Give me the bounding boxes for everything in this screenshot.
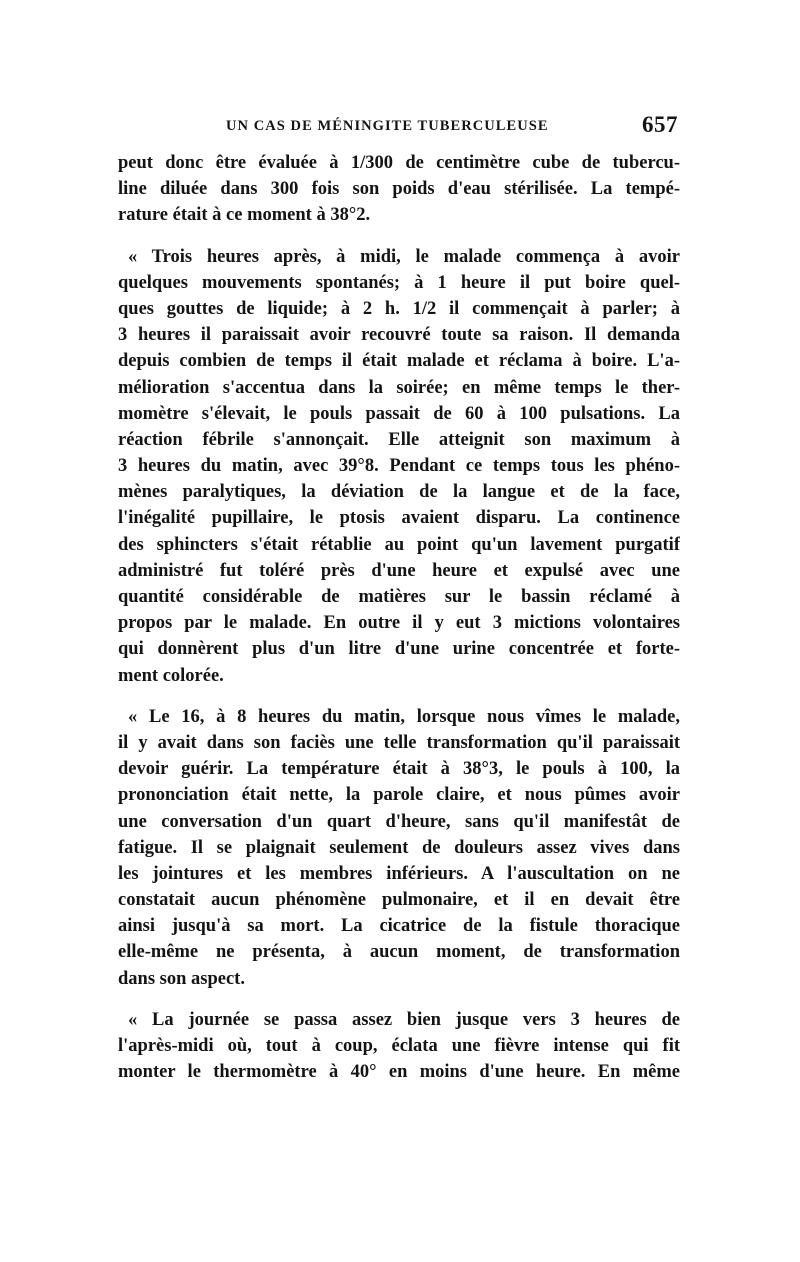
text-line: il y avait dans son faciès une telle transformation qu'il paraissait — [118, 732, 680, 753]
running-head — [118, 112, 680, 142]
text-line: 3 heures du matin, avec 39°8. Pendant ce temps tous les phéno- — [118, 456, 680, 477]
text-line: mélioration s'accentua dans la soirée; en même temps le ther- — [118, 377, 680, 398]
text-line: fatigue. Il se plaignait seulement de douleurs assez vives dans — [118, 837, 680, 858]
text-line: « Le 16, à 8 heures du matin, lorsque nous vîmes le malade, — [128, 706, 680, 727]
text-line: peut donc être évaluée à 1/300 de centimètre cube de tubercu- — [118, 153, 680, 173]
text-line: les jointures et les membres inférieurs. A l'auscultation on ne — [118, 863, 680, 884]
text-line: rature était à ce moment à 38°2. — [118, 205, 371, 226]
text-line: momètre s'élevait, le pouls passait de 60 à 100 pulsations. La — [118, 403, 680, 424]
text-line: elle-même ne présenta, à aucun moment, de transformation — [118, 942, 680, 963]
text-line: ment colorée. — [118, 665, 224, 686]
text-line: monter le thermomètre à 40° en moins d'une heure. En même — [118, 1062, 680, 1083]
text-line: administré fut toléré près d'une heure et expulsé avec une — [118, 560, 680, 581]
text-line: propos par le malade. En outre il y eut 3 mictions volontaires — [118, 613, 680, 634]
text-line: quantité considérable de matières sur le bassin réclamé à — [118, 587, 680, 607]
text-line: « Trois heures après, à midi, le malade commença à avoir — [128, 246, 680, 267]
text-line: ainsi jusqu'à sa mort. La cicatrice de la fistule thoracique — [118, 916, 680, 937]
text-line: line diluée dans 300 fois son poids d'eau stérilisée. La tempé- — [118, 179, 680, 200]
text-line: constatait aucun phénomène pulmonaire, et il en devait être — [118, 890, 680, 911]
text-line: dans son aspect. — [118, 968, 245, 989]
body-text — [118, 150, 680, 1100]
text-line: des sphincters s'était rétablie au point qu'un lavement purgatif — [118, 534, 680, 555]
text-line: ques gouttes de liquide; à 2 h. 1/2 il commençait à parler; à — [118, 298, 680, 319]
text-line: depuis combien de temps il était malade et réclama à boire. L'a- — [118, 351, 680, 372]
text-line: l'inégalité pupillaire, le ptosis avaient disparu. La continence — [118, 508, 680, 529]
running-title: UN CAS DE MÉNINGITE TUBERCULEUSE — [226, 118, 549, 134]
text-line: 3 heures il paraissait avoir recouvré toute sa raison. Il demanda — [118, 325, 680, 346]
text-line: prononciation était nette, la parole claire, et nous pûmes avoir — [118, 785, 680, 806]
text-line: quelques mouvements spontanés; à 1 heure il put boire quel- — [118, 272, 680, 293]
paragraph — [118, 704, 680, 992]
text-line: mènes paralytiques, la déviation de la langue et de la face, — [118, 482, 680, 503]
paragraph — [118, 150, 680, 229]
paragraph — [118, 1007, 680, 1086]
text-line: qui donnèrent plus d'un litre d'une urine concentrée et forte- — [118, 639, 680, 660]
paragraph — [118, 244, 680, 689]
text-line: « La journée se passa assez bien jusque vers 3 heures de — [128, 1009, 680, 1030]
text-line: une conversation d'un quart d'heure, sans qu'il manifestât de — [118, 811, 680, 832]
text-line: l'après-midi où, tout à coup, éclata une fièvre intense qui fit — [118, 1036, 680, 1056]
text-line: réaction fébrile s'annonçait. Elle atteignit son maximum à — [118, 429, 680, 450]
text-line: devoir guérir. La température était à 38°3, le pouls à 100, la — [118, 759, 680, 780]
page-number: 657 — [642, 112, 678, 137]
